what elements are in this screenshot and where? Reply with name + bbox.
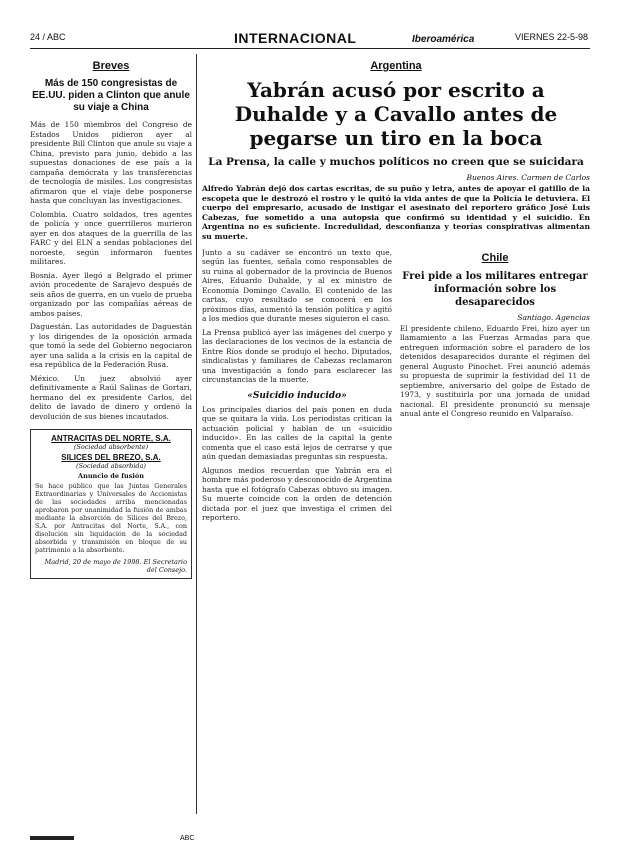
article-paragraph: La Prensa publicó ayer las imágenes del cuerpo y las declaraciones de los vecinos de la estancia de Entre Ríos donde se produjo el hecho. Diputados, sindicalistas y familiares de Cabezas reclamaron una investigación a fondo para esclarecer las circunstancias de la muerte. [202, 327, 392, 385]
breves-item: Más de 150 miembros del Congreso de Estados Unidos pidieron ayer al presidente Bill Clinton que anule su viaje a China, previsto para junio, debido a las supuestas donaciones de ese país a la campaña demócrata y las transferencias de tecnología de misiles. Los congresistas afirmaron que el viaje debe posponerse hasta que concluyan las investigaciones. [30, 120, 192, 205]
page-footer [30, 820, 590, 842]
footer-bar [30, 836, 74, 840]
article-dateline: Buenos Aires. Carmen de Carlos [466, 173, 590, 182]
breves-column [30, 56, 192, 816]
breves-item: Daguestán. Las autoridades de Daguestán y los dirigendes de la oposición armada que tomó la sede del Gobierno negociaron ayer una salida a la crisis en la capital de esa república de la Federación Rusa. [30, 322, 192, 369]
header-rule [30, 48, 590, 49]
page-label: 24 / ABC [30, 32, 66, 42]
argentina-label: Argentina [370, 60, 422, 72]
notice-company-2: SILICES DEL BREZO, S.A. [61, 453, 161, 462]
notice-role-1: (Sociedad absorbente) [73, 443, 149, 451]
article-paragraph: Los principales diarios del país ponen en duda que se quitara la vida. Los periodistas critican la actuación policial y hablan de un «suicidio inducido». En las calles de la capital la gente comenta que el caso está lejos de cerrarse y que aún quedan demasiadas preguntas sin respuesta. [202, 404, 392, 462]
breves-item: Bosnia. Ayer llegó a Belgrado el primer avión procedente de Sarajevo después de seis años de guerra, en un vuelo de prueba organizado por las compañías aéreas de ambos países. [30, 270, 192, 318]
breves-item: México. Un juez absolvió ayer definitivamente a Raúl Salinas de Gortari, hermano del ex presidente Carlos, del delito de lavado de dinero y ordenó la devolución de sus bienes incautados. [30, 373, 192, 421]
notice-subject: Anuncio de fusión [78, 472, 144, 480]
notice-role-2: (Sociedad absorbida) [76, 462, 146, 470]
issue-date: VIERNES 22-5-98 [514, 32, 588, 42]
footer-code: ABC [180, 835, 195, 842]
main-article-column [202, 56, 590, 816]
article-paragraph: Algunos medios recuerdan que Yabrán era el hombre más poderoso y desconocido de Argentina hasta que el fotógrafo Cabezas obtuvo su imagen. Su muerte coincide con la orden de detención dictada por el juez que investiga el crimen del reportero. [202, 465, 392, 523]
chile-label: Chile [481, 251, 509, 264]
article-headline: Yabrán acusó por escrito a Duhalde y a Cavallo antes de pegarse un tiro en la boca [234, 78, 558, 150]
article-subhead: «Suicidio inducido» [247, 390, 347, 401]
article-column-2 [400, 248, 590, 527]
article-body [202, 248, 590, 527]
article-paragraph: Junto a su cadáver se encontró un texto que, según las fuentes, señala como responsables de su ruina al gobernador de la provincia de Buenos Aires, Eduardo Duhalde, y al ex ministro de Economía Domingo Cavallo. El contenido de las cartas, cuyo resultado se conocerá en los próximos días, aumentó la tensión política y agitó a los medios que durante meses siguieron el caso. [202, 247, 392, 324]
chile-headline: Frei pide a los militares entregar información sobre los desaparecidos [402, 270, 588, 308]
subsection-title: Iberoamérica [412, 34, 475, 45]
notice-signature: Madrid, 20 de mayo de 1998. El Secretario del Consejo. [44, 558, 187, 574]
notice-company-1: ANTRACITAS DEL NORTE, S.A. [51, 434, 171, 443]
column-divider [196, 54, 197, 814]
legal-notice-box [30, 429, 192, 579]
article-column-1 [202, 248, 392, 527]
notice-body: Se hace público que las Juntas Generales Extraordinarias y Universales de Accionistas de las sociedades arriba mencionadas aprobaron por unanimidad la fusión de ambas mediante la absorción de Silices del Brezo, S.A. por Antracitas del Norte, S.A., con disolución sin liquidación de la sociedad absorbida y transmisión en bloque de su patrimonio a la absorbente. [35, 482, 187, 554]
article-intro: Alfredo Yabrán dejó dos cartas escritas, de su puño y letra, antes de apoyar el gatillo de la escopeta que le destrozó el rostro y le quitó la vida antes de que la Policía le detuviera. El cuerpo del empresario, acusado de instigar el asesinato del reportero gráfico José Luis Cabezas, fue sometido a una autopsia que confirmó su identidad y el suicidio. En Argentina no es suficiente. Incredulidad, desconfianza y teorías conspirativas alimentan su muerte. [202, 184, 590, 241]
chile-dateline: Santiago. Agencias [517, 312, 590, 322]
article-deck: La Prensa, la calle y muchos políticos no creen que se suicidara [208, 156, 584, 168]
chile-body: El presidente chileno, Eduardo Frei, hizo ayer un llamamiento a las Fuerzas Armadas para que entreguen información sobre el paradero de los detenidos desaparecidos durante el régimen del general Augusto Pinochet. Frei anunció además su propuesta de suprimir la festividad del 11 de septiembre, aniversario del golpe de Estado de 1973, y sustituirla por una jornada de unidad nacional. El presidente pronunció su mensaje anual ante el Congreso reunido en Valparaíso. [400, 323, 590, 419]
page-header [30, 30, 588, 48]
section-title: INTERNACIONAL [234, 30, 357, 46]
breves-label: Breves [92, 60, 130, 72]
breves-lead-headline: Más de 150 congresistas de EE.UU. piden a Clinton que anule su viaje a China [32, 78, 190, 113]
breves-item: Colombia. Cuatro soldados, tres agentes de policía y once guerrilleros murieron ayer en dos ataques de la guerrilla de las FARC y del ELN a sendas poblaciones del noroeste, según informaron fuentes militares. [30, 209, 192, 266]
